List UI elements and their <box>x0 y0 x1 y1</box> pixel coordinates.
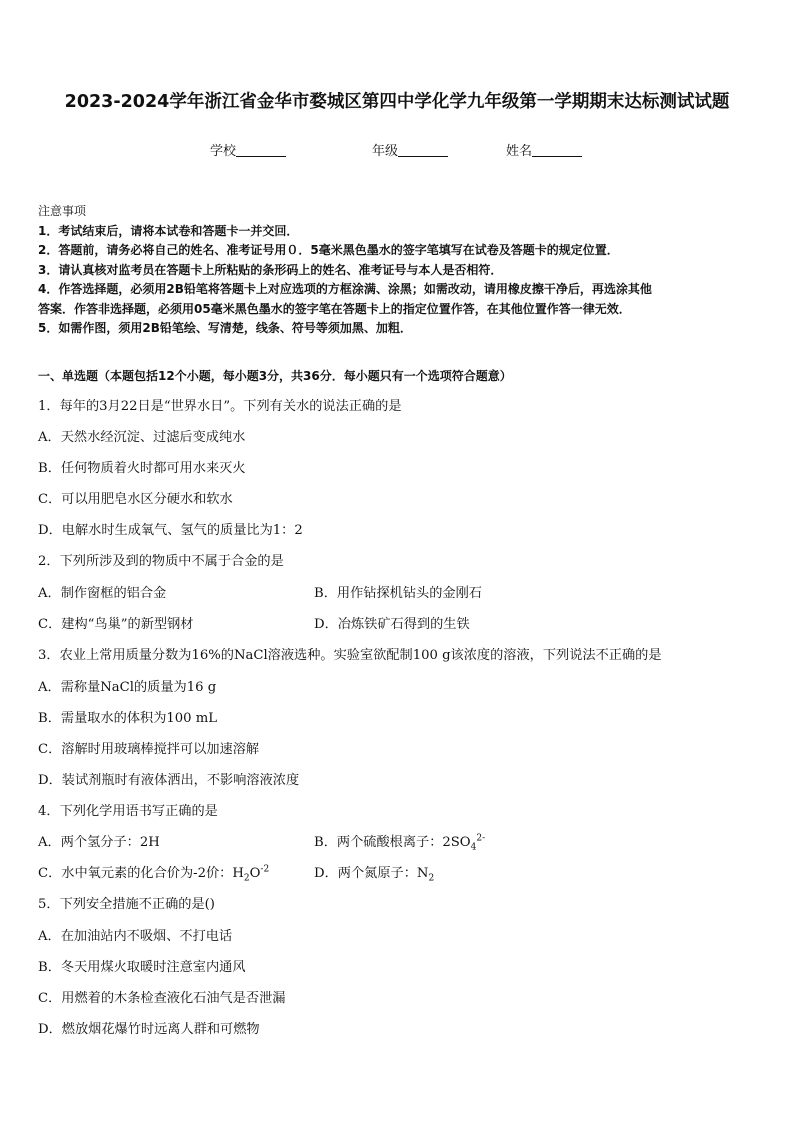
question-3-option-a: A．需称量NaCl的质量为16 g <box>38 680 217 695</box>
question-1-stem: 1．每年的3月22日是“世界水日”。下列有关水的说法正确的是 <box>38 399 402 414</box>
question-5-option-b: B．冬天用煤火取暖时注意室内通风 <box>38 960 246 975</box>
name-label: 姓名 <box>506 144 533 159</box>
question-4-option-b-superscript: 2- <box>476 833 486 844</box>
question-2-option-a: A．制作窗框的铝合金 <box>38 586 167 601</box>
question-4-option-b-text: B．两个硫酸根离子：2SO <box>314 835 471 850</box>
question-1-option-a: A．天然水经沉淀、过滤后变成纯水 <box>38 430 246 445</box>
notes-block <box>38 202 760 339</box>
grade-label: 年级 <box>372 144 399 159</box>
question-4-option-c-subscript: 2 <box>243 873 250 884</box>
question-4-option-c-superscript: -2 <box>260 864 270 875</box>
name-field <box>506 140 582 159</box>
grade-blank <box>398 143 448 157</box>
question-4-option-b <box>314 831 485 853</box>
question-1-option-d: D．电解水时生成氧气、氢气的质量比为1：2 <box>38 523 303 538</box>
question-4-option-c <box>38 862 269 884</box>
question-4-option-d-subscript: 2 <box>428 873 435 884</box>
question-4-option-d-text: D．两个氮原子：N <box>314 866 429 881</box>
question-4-option-c-text: C．水中氧元素的化合价为-2价：H <box>38 866 244 881</box>
notes-heading: 注意事项 <box>38 204 87 218</box>
question-1-option-b: B．任何物质着火时都可用水来灭火 <box>38 461 246 476</box>
question-5-option-a: A．在加油站内不吸烟、不打电话 <box>38 929 233 944</box>
section-heading: 一、单选题（本题包括12个小题，每小题3分，共36分．每小题只有一个选项符合题意） <box>38 369 512 383</box>
grade-field <box>372 140 448 159</box>
question-2-option-c: C．建构“鸟巢”的新型钢材 <box>38 617 194 632</box>
question-2-option-b: B．用作钻探机钻头的金刚石 <box>314 586 482 601</box>
question-4-option-c-oxygen: O <box>249 866 261 881</box>
question-4-option-a: A．两个氢分子：2H <box>38 835 160 850</box>
note-item: 2．答题前，请务必将自己的姓名、准考证号用０．5毫米黑色墨水的签字笔填写在试卷及答题卡的规定位置． <box>38 243 619 257</box>
question-5-stem: 5．下列安全措施不正确的是() <box>38 897 215 912</box>
question-5-option-c: C．用燃着的木条检查液化石油气是否泄漏 <box>38 991 286 1006</box>
note-item: 3．请认真核对监考员在答题卡上所粘贴的条形码上的姓名、准考证号与本人是否相符． <box>38 262 503 277</box>
school-field <box>210 140 286 159</box>
note-item: 答案．作答非选择题，必须用05毫米黑色墨水的签字笔在答题卡上的指定位置作答，在其他位置作答一律无效． <box>38 301 631 316</box>
question-2-option-d: D．冶炼铁矿石得到的生铁 <box>314 617 470 632</box>
question-4-option-d <box>314 862 434 884</box>
note-item: 4．作答选择题，必须用2B铅笔将答题卡上对应选项的方框涂满、涂黑；如需改动，请用橡皮擦干净后，再选涂其他 <box>38 282 652 296</box>
name-blank <box>532 143 582 157</box>
question-3-option-c: C．溶解时用玻璃棒搅拌可以加速溶解 <box>38 742 260 757</box>
note-item: 5．如需作图，须用2B铅笔绘、写清楚，线条、符号等须加黑、加粗． <box>38 321 412 335</box>
question-3-option-b: B．需量取水的体积为100 mL <box>38 711 218 726</box>
question-4-stem: 4．下列化学用语书写正确的是 <box>38 804 218 819</box>
question-3-option-d: D．装试剂瓶时有液体洒出，不影响溶液浓度 <box>38 773 300 788</box>
exam-title: 2023-2024学年浙江省金华市婺城区第四中学化学九年级第一学期期末达标测试试题 <box>64 92 730 112</box>
question-5-option-d: D．燃放烟花爆竹时远离人群和可燃物 <box>38 1022 260 1037</box>
question-1-option-c: C．可以用肥皂水区分硬水和软水 <box>38 492 233 507</box>
question-2-stem: 2．下列所涉及到的物质中不属于合金的是 <box>38 554 284 569</box>
school-blank <box>236 143 286 157</box>
question-3-stem: 3．农业上常用质量分数为16%的NaCl溶液选种。实验室欲配制100 g该浓度的溶液，下列说法不正确的是 <box>38 648 662 663</box>
school-label: 学校 <box>210 144 237 159</box>
question-4-option-b-subscript: 4 <box>470 842 477 853</box>
note-item: 1．考试结束后，请将本试卷和答题卡一并交回． <box>38 223 299 238</box>
